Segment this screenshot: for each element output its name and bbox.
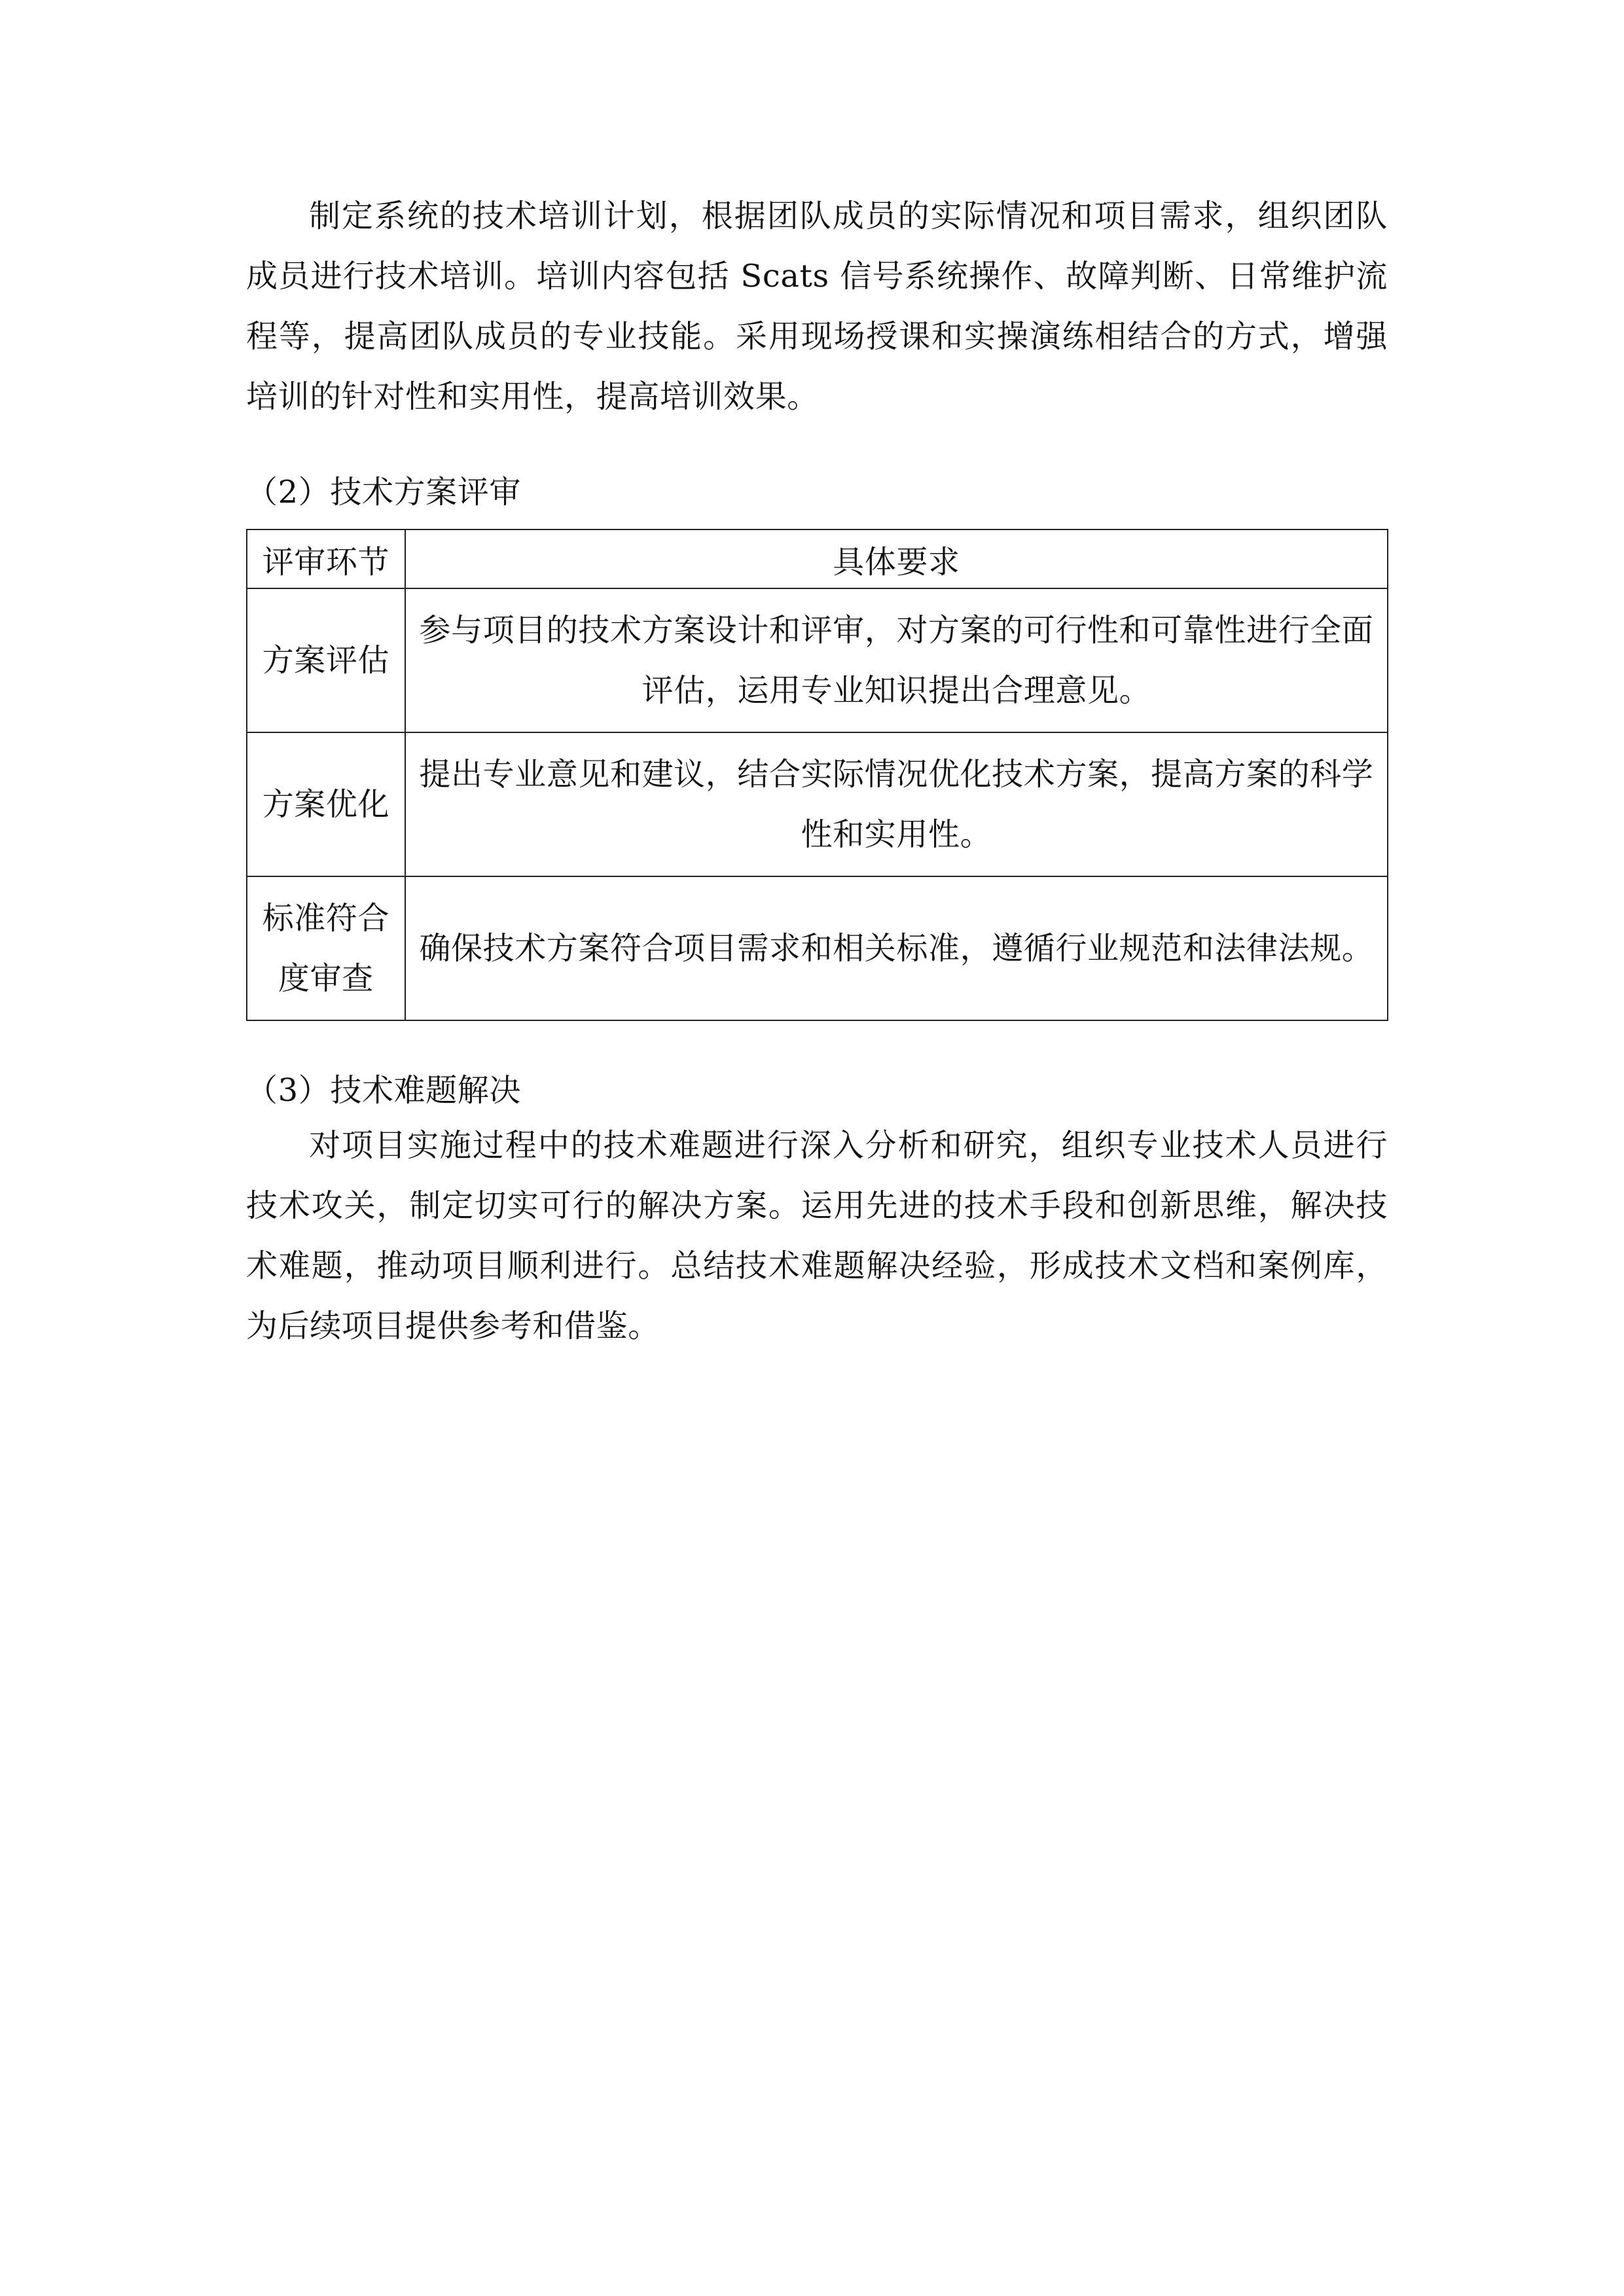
table-header-stage: 评审环节 (247, 529, 405, 588)
table-cell-requirement: 确保技术方案符合项目需求和相关标准，遵循行业规范和法律法规。 (405, 876, 1388, 1020)
table-header-row (247, 529, 1388, 588)
table-cell-stage: 方案优化 (247, 732, 405, 876)
table-header-requirement: 具体要求 (405, 529, 1388, 588)
table-row (247, 876, 1388, 1020)
section-heading-tech-review: （2）技术方案评审 (246, 474, 521, 511)
table-row (247, 588, 1388, 732)
table-row (247, 732, 1388, 876)
section-heading-tech-problems: （3）技术难题解决 (246, 1072, 521, 1109)
table-cell-stage: 标准符合度审查 (247, 876, 405, 1020)
tech-review-table (246, 529, 1388, 1021)
tech-problems-paragraph: 对项目实施过程中的技术难题进行深入分析和研究，组织专业技术人员进行技术攻关，制定切实可行的解决方案。运用先进的技术手段和创新思维，解决技术难题，推动项目顺利进行。总结技术难题解决经验，形成技术文档和案例库，为后续项目提供参考和借鉴。 (246, 1127, 1388, 1344)
table-cell-requirement: 参与项目的技术方案设计和评审，对方案的可行性和可靠性进行全面评估，运用专业知识提出合理意见。 (405, 588, 1388, 732)
intro-paragraph: 制定系统的技术培训计划，根据团队成员的实际情况和项目需求，组织团队成员进行技术培训。培训内容包括 Scats 信号系统操作、故障判断、日常维护流程等，提高团队成员的专业技能。采用现场授课和实操演练相结合的方式，增强培训的针对性和实用性，提高培训效果。 (246, 198, 1388, 415)
table-cell-requirement: 提出专业意见和建议，结合实际情况优化技术方案，提高方案的科学性和实用性。 (405, 732, 1388, 876)
table-cell-stage: 方案评估 (247, 588, 405, 732)
